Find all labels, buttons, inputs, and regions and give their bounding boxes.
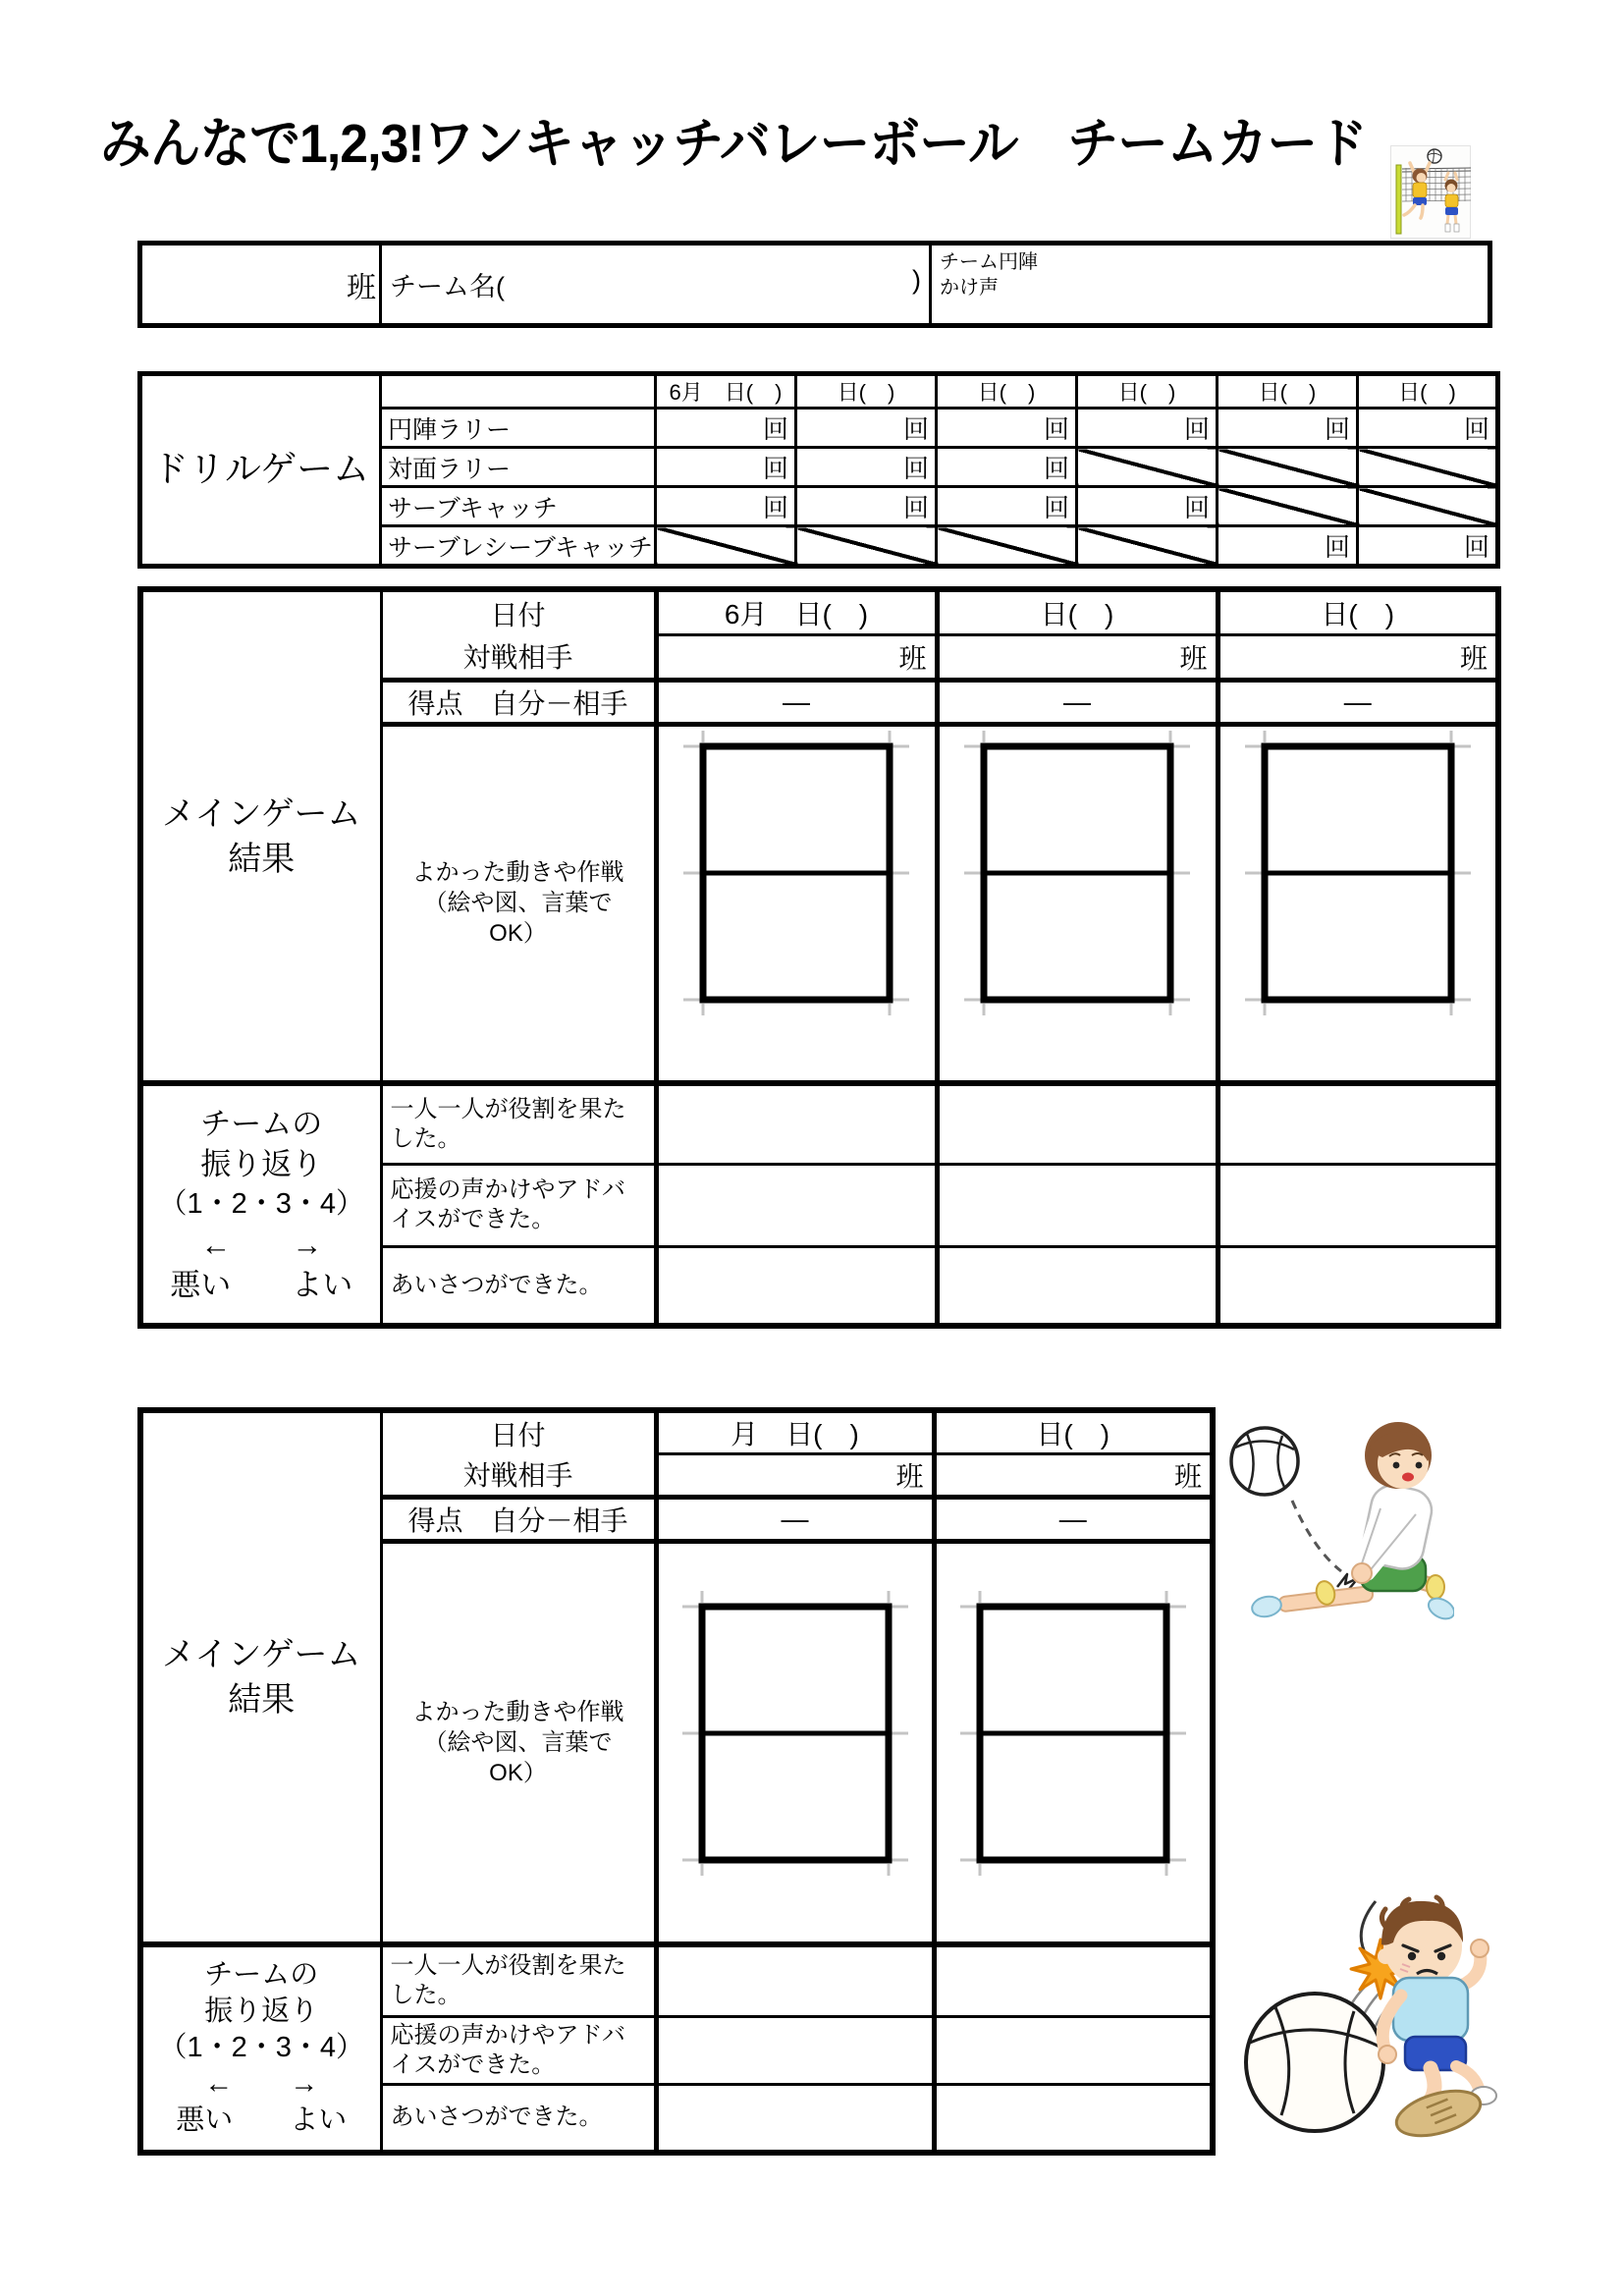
page-title: みんなで1,2,3!ワンキャッチバレーボール チームカード [100, 113, 1367, 174]
reflection-item-label: 応援の声かけやアドバイスができた。 [381, 1164, 656, 1246]
score-input-cell[interactable]: ― [937, 680, 1218, 724]
drill-crossed-cell [796, 526, 937, 567]
drill-crossed-cell [1218, 448, 1358, 487]
drill-count-cell[interactable]: 回 [1358, 526, 1498, 567]
drill-crossed-cell [1358, 487, 1498, 526]
drill-row-label: 対面ラリー [381, 448, 656, 487]
drill-crossed-cell [1077, 448, 1218, 487]
drill-count-cell[interactable]: 回 [656, 487, 796, 526]
opponent-input-cell[interactable]: 班 [934, 1454, 1213, 1498]
tactics-notes-cell[interactable] [656, 724, 937, 1083]
opponent-input-cell[interactable]: 班 [937, 634, 1218, 680]
rating-input-cell[interactable] [1218, 1083, 1498, 1164]
reflection-arrows: ← → [200, 1228, 323, 1262]
rating-input-cell[interactable] [656, 2017, 934, 2085]
huddle-label-line2: かけ声 [940, 277, 999, 299]
reflection-arrows: ← → [204, 2068, 319, 2100]
main-game-2-section-label: メインゲーム 結果 [140, 1410, 381, 1944]
drill-count-cell[interactable]: 回 [937, 448, 1077, 487]
drill-date-header-cell[interactable]: 6月 日( ) [656, 374, 796, 409]
team-name-prefix: チーム名( [390, 272, 505, 301]
team-info-box [137, 241, 1492, 328]
match-date-cell[interactable]: 日( ) [937, 589, 1218, 634]
tactics-label: よかった動きや作戦 （絵や図、言葉で OK） [381, 1542, 656, 1944]
rating-input-cell[interactable] [656, 1246, 937, 1326]
drill-crossed-cell [937, 526, 1077, 567]
match-date-cell[interactable]: 月 日( ) [656, 1410, 934, 1454]
girl-receiving-volleyball-illustration [1223, 1404, 1454, 1648]
tactics-notes-cell[interactable] [934, 1542, 1213, 1944]
boy-kicking-volleyball-illustration [1220, 1868, 1502, 2150]
drill-count-cell[interactable]: 回 [796, 409, 937, 448]
reflection-item-label: 一人一人が役割を果たした。 [381, 1944, 656, 2017]
rating-input-cell[interactable] [656, 1083, 937, 1164]
rating-input-cell[interactable] [656, 1944, 934, 2017]
tactics-label: よかった動きや作戦 （絵や図、言葉で OK） [381, 724, 656, 1083]
volleyball-court-diagram [960, 1591, 1186, 1876]
tactics-notes-cell[interactable] [937, 724, 1218, 1083]
drill-count-cell[interactable]: 回 [1218, 526, 1358, 567]
reflection-item-label: あいさつができた。 [381, 1246, 656, 1326]
volleyball-court-diagram [683, 731, 909, 1015]
drill-date-header-cell[interactable]: 日( ) [937, 374, 1077, 409]
drill-game-section-label: ドリルゲーム [140, 374, 381, 567]
drill-date-header-cell[interactable]: 日( ) [796, 374, 937, 409]
group-number-cell[interactable] [140, 244, 381, 326]
team-name-close-paren: ) [912, 265, 921, 295]
drill-date-header-cell[interactable]: 日( ) [1358, 374, 1498, 409]
drill-count-cell[interactable]: 回 [1358, 409, 1498, 448]
reflection-item-label: 一人一人が役割を果たした。 [381, 1083, 656, 1164]
rating-input-cell[interactable] [656, 1164, 937, 1246]
main-game-1-section-label: メインゲーム 結果 [140, 589, 381, 1083]
team-huddle-call-cell[interactable] [931, 244, 1490, 326]
date-label: 日付 [381, 589, 656, 634]
rating-input-cell[interactable] [937, 1164, 1218, 1246]
drill-count-cell[interactable]: 回 [796, 448, 937, 487]
score-input-cell[interactable]: ― [934, 1498, 1213, 1542]
opponent-input-cell[interactable]: 班 [1218, 634, 1498, 680]
reflection-item-label: あいさつができた。 [381, 2085, 656, 2153]
volleyball-net-illustration [1390, 145, 1471, 239]
drill-count-cell[interactable]: 回 [1077, 409, 1218, 448]
rating-input-cell[interactable] [656, 2085, 934, 2153]
rating-input-cell[interactable] [934, 2085, 1213, 2153]
drill-count-cell[interactable]: 回 [937, 487, 1077, 526]
opponent-label: 対戦相手 [381, 634, 656, 680]
volleyball-court-diagram [964, 731, 1190, 1015]
main-game-table-1 [137, 586, 1501, 1329]
volleyball-court-diagram [682, 1591, 908, 1876]
match-date-cell[interactable]: 日( ) [1218, 589, 1498, 634]
drill-count-cell[interactable]: 回 [656, 448, 796, 487]
drill-row-label: サーブレシーブキャッチ [381, 526, 656, 567]
drill-corner-cell [381, 374, 656, 409]
drill-row-label: サーブキャッチ [381, 487, 656, 526]
rating-input-cell[interactable] [937, 1083, 1218, 1164]
opponent-input-cell[interactable]: 班 [656, 634, 937, 680]
drill-count-cell[interactable]: 回 [1218, 409, 1358, 448]
rating-input-cell[interactable] [1218, 1246, 1498, 1326]
rating-input-cell[interactable] [1218, 1164, 1498, 1246]
score-input-cell[interactable]: ― [1218, 680, 1498, 724]
drill-crossed-cell [1358, 448, 1498, 487]
drill-count-cell[interactable]: 回 [656, 409, 796, 448]
drill-game-table [137, 371, 1500, 569]
reflection-item-label: 応援の声かけやアドバイスができた。 [381, 2017, 656, 2085]
drill-date-header-cell[interactable]: 日( ) [1077, 374, 1218, 409]
match-date-cell[interactable]: 日( ) [934, 1410, 1213, 1454]
drill-crossed-cell [1077, 526, 1218, 567]
reflection-1-section-label: チームの 振り返り （1・2・3・4） ← → 悪い よい [140, 1083, 381, 1326]
opponent-label: 対戦相手 [381, 1454, 656, 1498]
group-label: 班 [347, 271, 376, 304]
match-date-cell[interactable]: 6月 日( ) [656, 589, 937, 634]
drill-count-cell[interactable]: 回 [937, 409, 1077, 448]
huddle-label-line1: チーム円陣 [940, 251, 1038, 273]
team-name-cell[interactable] [381, 244, 931, 326]
drill-date-header-cell[interactable]: 日( ) [1218, 374, 1358, 409]
score-label: 得点 自分－相手 [381, 1498, 656, 1542]
tactics-notes-cell[interactable] [1218, 724, 1498, 1083]
drill-row-label: 円陣ラリー [381, 409, 656, 448]
drill-count-cell[interactable]: 回 [1077, 487, 1218, 526]
reflection-2-section-label: チームの 振り返り （1・2・3・4） ← → 悪い よい [140, 1944, 381, 2153]
rating-input-cell[interactable] [937, 1246, 1218, 1326]
drill-crossed-cell [656, 526, 796, 567]
date-label: 日付 [381, 1410, 656, 1454]
main-game-table-2 [137, 1407, 1216, 2156]
rating-input-cell[interactable] [934, 1944, 1213, 2017]
drill-crossed-cell [1218, 487, 1358, 526]
tactics-notes-cell[interactable] [656, 1542, 934, 1944]
rating-input-cell[interactable] [934, 2017, 1213, 2085]
score-label: 得点 自分－相手 [381, 680, 656, 724]
score-input-cell[interactable]: ― [656, 1498, 934, 1542]
drill-count-cell[interactable]: 回 [796, 487, 937, 526]
score-input-cell[interactable]: ― [656, 680, 937, 724]
volleyball-court-diagram [1245, 731, 1471, 1015]
opponent-input-cell[interactable]: 班 [656, 1454, 934, 1498]
